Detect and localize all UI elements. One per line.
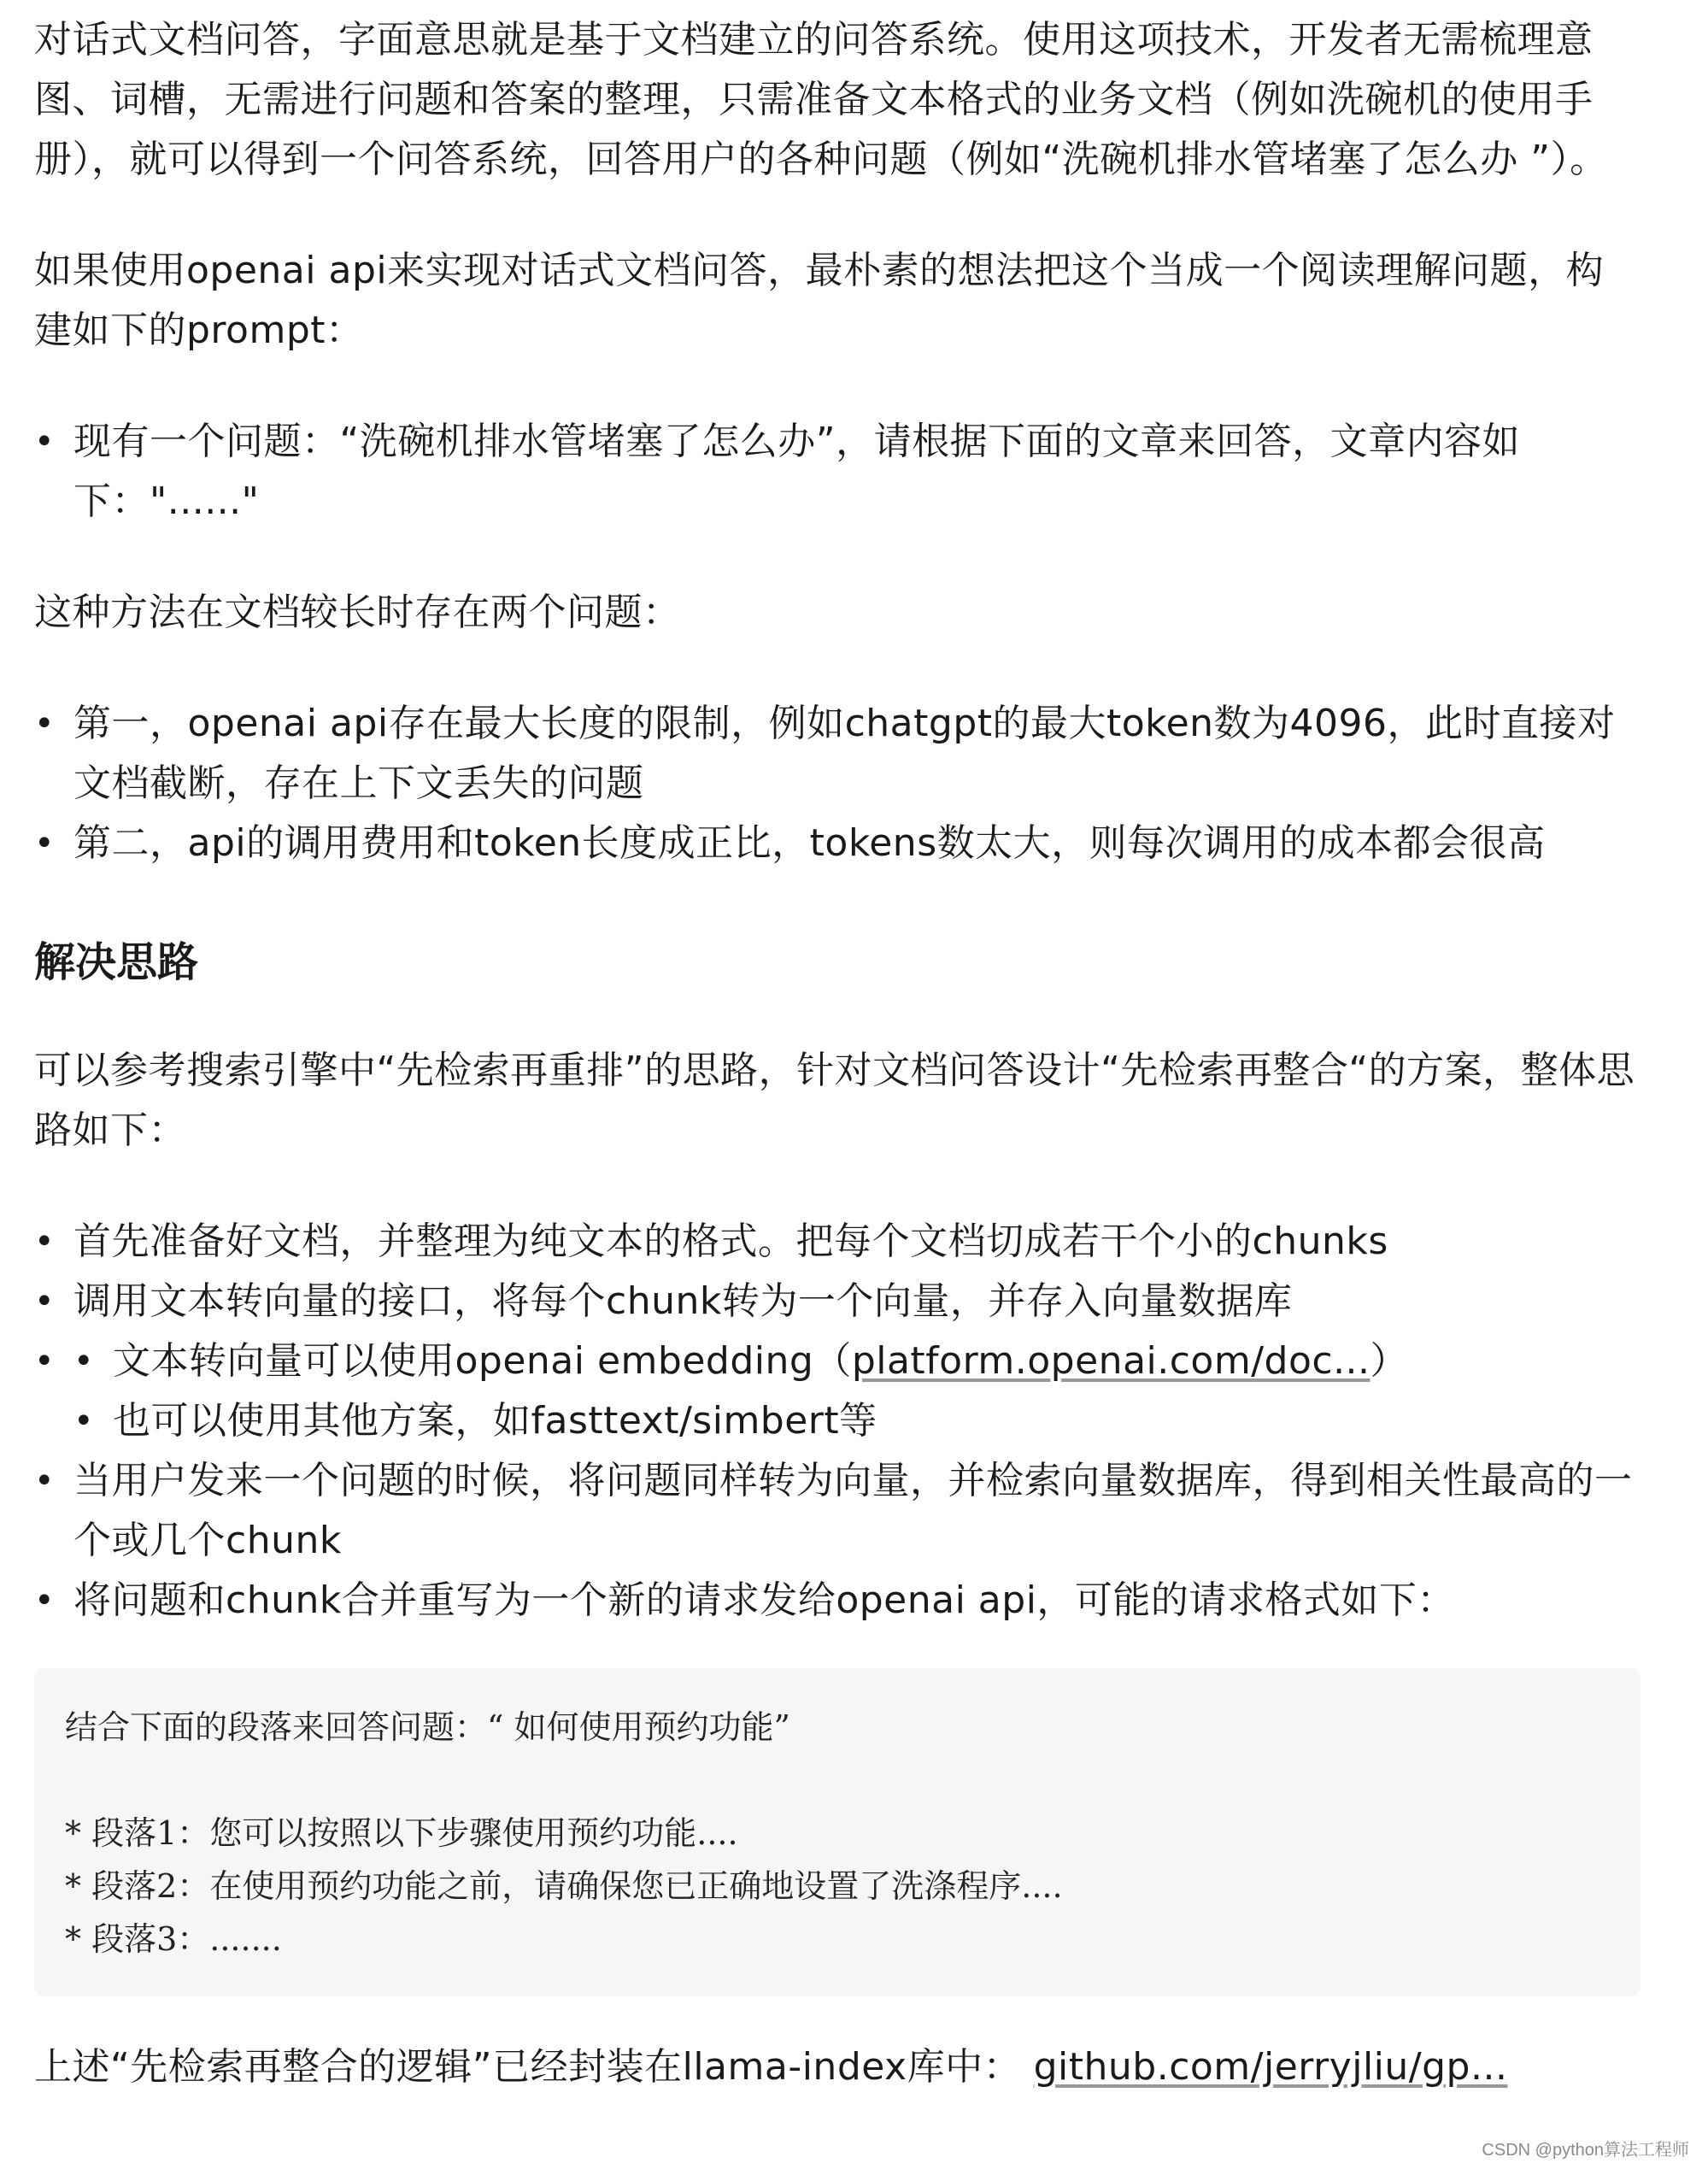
embedding-options [34,1331,1641,1451]
problem-item-1: • 第一，openai api存在最大长度的限制，例如chatgpt的最大token数为4096，此时直接对文档截断，存在上下文丢失的问题 [34,694,1641,814]
code-block [34,1668,1641,1996]
code-line-question: 结合下面的段落来回答问题：“ 如何使用预约功能” [65,1708,790,1746]
github-link[interactable]: github.com/jerryjliu/gp... [1033,2045,1508,2089]
problem-item-2: • 第二，api的调用费用和token长度成正比，tokens数太大，则每次调用的成本都会很高 [34,814,1641,873]
openai-docs-link[interactable]: platform.openai.com/doc... [851,1339,1371,1383]
step-query-retrieval: • 当用户发来一个问题的时候，将问题同样转为向量，并检索向量数据库，得到相关性最高的一个或几个chunk [34,1451,1641,1571]
problems-intro: 这种方法在文档较长时存在两个问题： [34,591,681,634]
solution-steps [34,1212,1641,1631]
sub-item-prefix: 文本转向量可以使用openai embedding（ [113,1339,852,1383]
sub-item-openai-embedding [73,1331,1641,1391]
openai-approach-paragraph: 如果使用openai api来实现对话式文档问答，最朴素的想法把这个当成一个阅读理解问题，构建如下的prompt： [34,249,1605,352]
code-line-paragraph-1: * 段落1：您可以按照以下步骤使用预约功能.... [65,1814,738,1852]
intro-paragraph: 对话式文档问答，字面意思就是基于文档建立的问答系统。使用这项技术，开发者无需梳理意图、词槽，无需进行问题和答案的整理，只需准备文本格式的业务文档（例如洗碗机的使用手册），就可以得到一个问答系统，回答用户的各种问题（例如“洗碗机排水管堵塞了怎么办 ”）。 [34,18,1608,181]
prompt-list [34,412,1641,532]
sub-list-wrapper [34,1331,1641,1451]
solution-intro: 可以参考搜索引擎中“先检索再重排”的思路，针对文档问答设计“先检索再整合“的方案，整体思路如下： [34,1049,1635,1152]
footer-text: 上述“先检索再整合的逻辑”已经封装在llama-index库中： [34,2045,1022,2089]
sub-item-other-options: • 也可以使用其他方案，如fasttext/simbert等 [73,1391,1641,1451]
code-line-paragraph-2: * 段落2：在使用预约功能之前，请确保您已正确地设置了洗涤程序.... [65,1867,1063,1905]
sub-item-suffix: ） [1370,1339,1409,1383]
article-body [34,0,1641,2097]
code-blank-line [65,1754,1610,1807]
code-line-paragraph-3: * 段落3：....... [65,1920,282,1958]
problems-list [34,694,1641,873]
solution-heading: 解决思路 [34,938,199,986]
prompt-example-item: • 现有一个问题：“洗碗机排水管堵塞了怎么办”，请根据下面的文章来回答，文章内容如下："......" [34,412,1641,532]
step-rewrite-request: • 将问题和chunk合并重写为一个新的请求发给openai api，可能的请求格式如下： [34,1571,1641,1631]
csdn-watermark: CSDN @python算法工程师 [1482,2141,1689,2160]
step-embed-chunks: • 调用文本转向量的接口，将每个chunk转为一个向量，并存入向量数据库 [34,1272,1641,1331]
step-prepare-docs: • 首先准备好文档，并整理为纯文本的格式。把每个文档切成若干个小的chunks [34,1212,1641,1272]
footer-paragraph [34,2037,1641,2097]
